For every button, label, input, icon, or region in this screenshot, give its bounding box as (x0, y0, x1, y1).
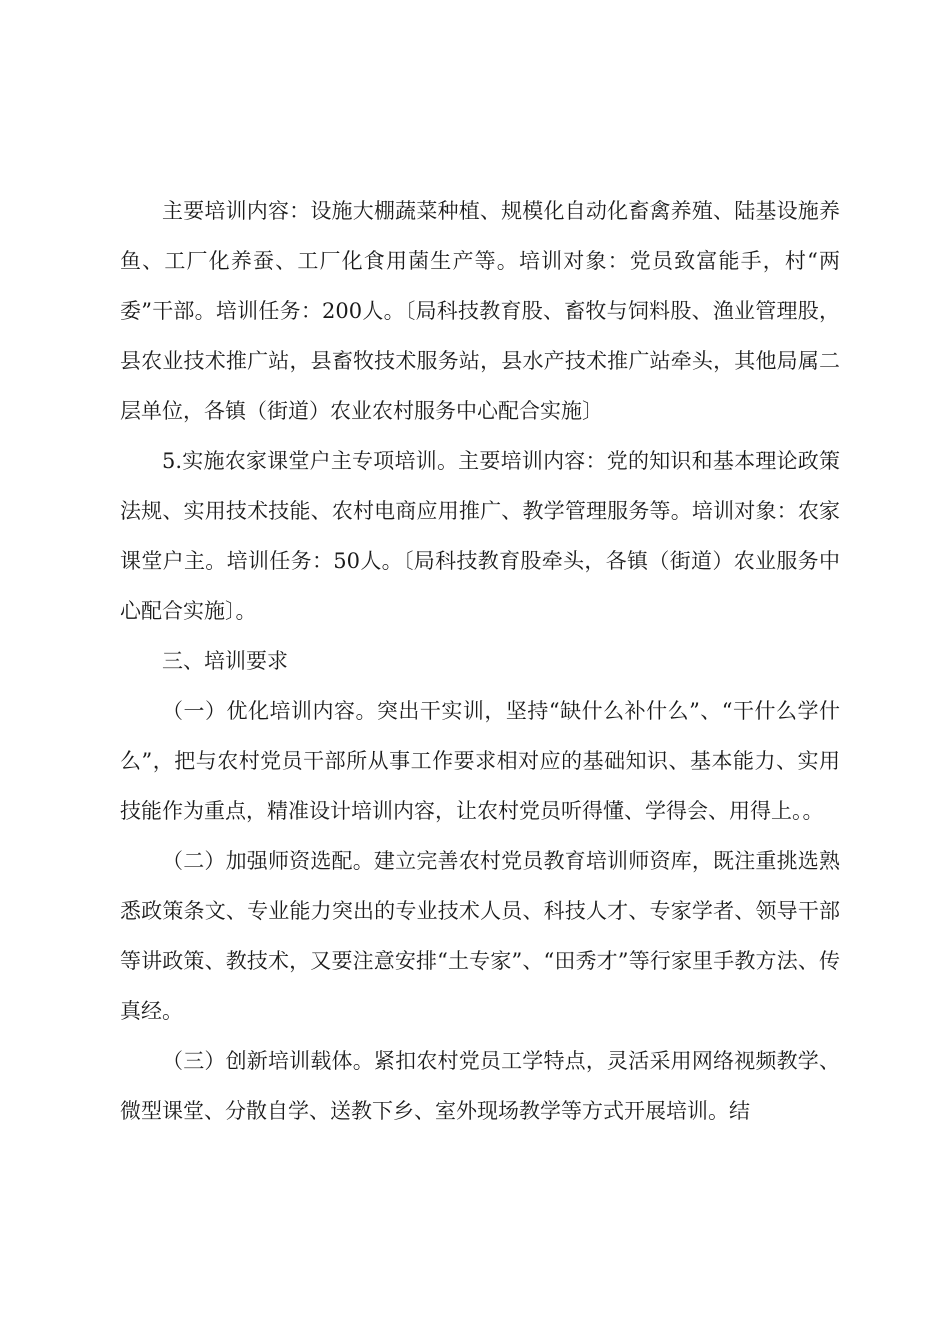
paragraph-optimize-content: （一）优化培训内容。突出干实训，坚持“缺什么补什么”、“干什么学什么”，把与农村党员干部所从事工作要求相对应的基础知识、基本能力、实用技能作为重点，精准设计培训内容，让农村党员听得懂、学得会、用得上。。 (120, 699, 840, 823)
document-body (120, 186, 840, 1136)
paragraph-farmhouse-classroom-training: 5.实施农家课堂户主专项培训。主要培训内容：党的知识和基本理论政策法规、实用技术技能、农村电商应用推广、教学管理服务等。培训对象：农家课堂户主。培训任务：50人。〔局科技教育股牵头，各镇（街道）农业服务中心配合实施〕。 (120, 449, 840, 623)
paragraph-strengthen-teachers: （二）加强师资选配。建立完善农村党员教育培训师资库，既注重挑选熟悉政策条文、专业能力突出的专业技术人员、科技人才、专家学者、领导干部等讲政策、教技术，又要注意安排“土专家”、“田秀才”等行家里手教方法、传真经。 (120, 849, 840, 1023)
section-heading-training-requirements: 三、培训要求 (162, 649, 288, 673)
paragraph-innovate-carriers: （三）创新培训载体。紧扣农村党员工学特点，灵活采用网络视频教学、微型课堂、分散自学、送教下乡、室外现场教学等方式开展培训。结 (120, 1049, 840, 1123)
paragraph-training-content: 主要培训内容：设施大棚蔬菜种植、规模化自动化畜禽养殖、陆基设施养鱼、工厂化养蚕、工厂化食用菌生产等。培训对象：党员致富能手，村“两委”干部。培训任务：200人。〔局科技教育股、畜牧与饲料股、渔业管理股，县农业技术推广站，县畜牧技术服务站，县水产技术推广站牵头，其他局属二层单位，各镇（街道）农业农村服务中心配合实施〕 (120, 199, 840, 423)
